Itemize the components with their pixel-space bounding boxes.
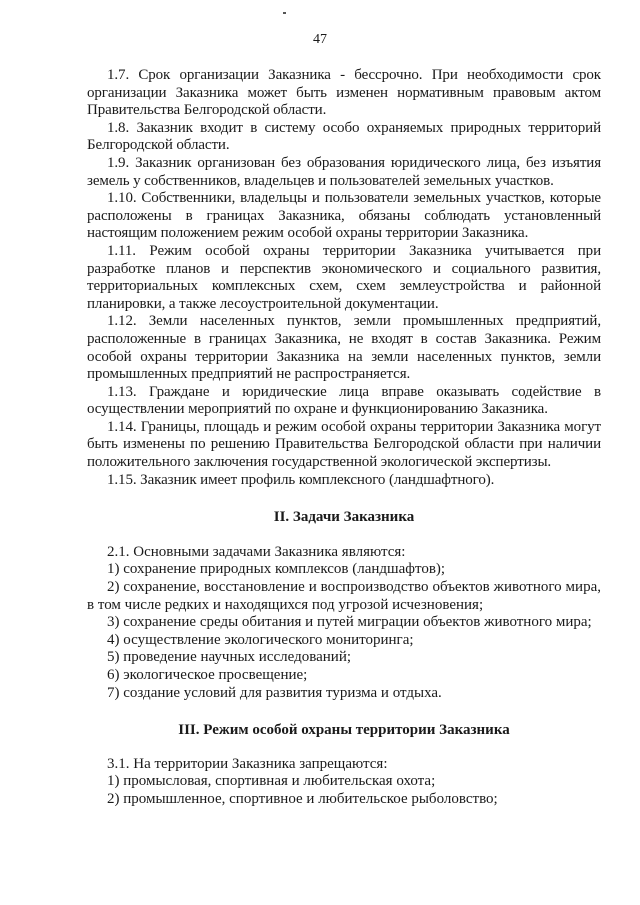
section-3-heading: III. Режим особой охраны территории Заказника <box>178 722 510 739</box>
clause-1-10: 1.10. Собственники, владельцы и пользователи земельных участков, которые расположены в границах Заказника, обязаны соблюдать установленный настоящим положением режим особой охраны территории Заказника. <box>87 190 601 242</box>
clause-1-15: 1.15. Заказник имеет профиль комплексного (ландшафтного). <box>107 471 495 488</box>
task-item: 7) создание условий для развития туризма и отдыха. <box>107 684 442 701</box>
task-item: 1) сохранение природных комплексов (ландшафтов); <box>107 561 446 578</box>
clause-1-11: 1.11. Режим особой охраны территории Заказника учитывается при разработке планов и перспектив экономического и социального развития, территориальных комплексных схем, схем землеустройства и районной планировки, а также лесоустроительной документации. <box>87 242 601 312</box>
page-number: 47 <box>313 32 327 47</box>
scan-mark <box>283 12 286 14</box>
task-item: 6) экологическое просвещение; <box>107 667 308 683</box>
clause-1-13: 1.13. Граждане и юридические лица вправе оказывать содействие в осуществлении мероприятий по охране и функционированию Заказника. <box>87 383 601 418</box>
clause-1-7: 1.7. Срок организации Заказника - бессрочно. При необходимости срок организации Заказника может быть изменен нормативным правовым актом Правительства Белгородской области. <box>87 67 601 119</box>
clause-1-14: 1.14. Границы, площадь и режим особой охраны территории Заказника могут быть изменены по решению Правительства Белгородской области при наличии положительного заключения государственной экологической экспертизы. <box>87 418 601 471</box>
prohibition-item: 1) промысловая, спортивная и любительская охота; <box>107 773 436 790</box>
clause-2-1: 2.1. Основными задачами Заказника являются: <box>107 543 406 560</box>
clause-3-1: 3.1. На территории Заказника запрещаются: <box>107 755 388 772</box>
clause-1-12: 1.12. Земли населенных пунктов, земли промышленных предприятий, расположенные в границах Заказника, не входят в состав Заказника. Режим особой охраны территории Заказника на земли населенных пунктов, земли промышленных предприятий не распространяется. <box>87 313 601 383</box>
section-2-heading: II. Задачи Заказника <box>273 509 415 526</box>
task-item: 3) сохранение среды обитания и путей миграции объектов животного мира; <box>107 614 592 631</box>
task-item: 5) проведение научных исследований; <box>107 649 352 666</box>
document-body <box>87 67 601 809</box>
clause-1-8: 1.8. Заказник входит в систему особо охраняемых природных территорий Белгородской области. <box>87 119 601 154</box>
task-item: 2) сохранение, восстановление и воспроизводство объектов животного мира, в том числе редких и находящихся под угрозой исчезновения; <box>87 579 601 613</box>
clause-1-9: 1.9. Заказник организован без образования юридического лица, без изъятия земель у собственников, владельцев и пользователей земельных участков. <box>87 154 601 189</box>
task-item: 4) осуществление экологического мониторинга; <box>107 631 414 648</box>
prohibition-item: 2) промышленное, спортивное и любительское рыболовство; <box>107 790 498 807</box>
